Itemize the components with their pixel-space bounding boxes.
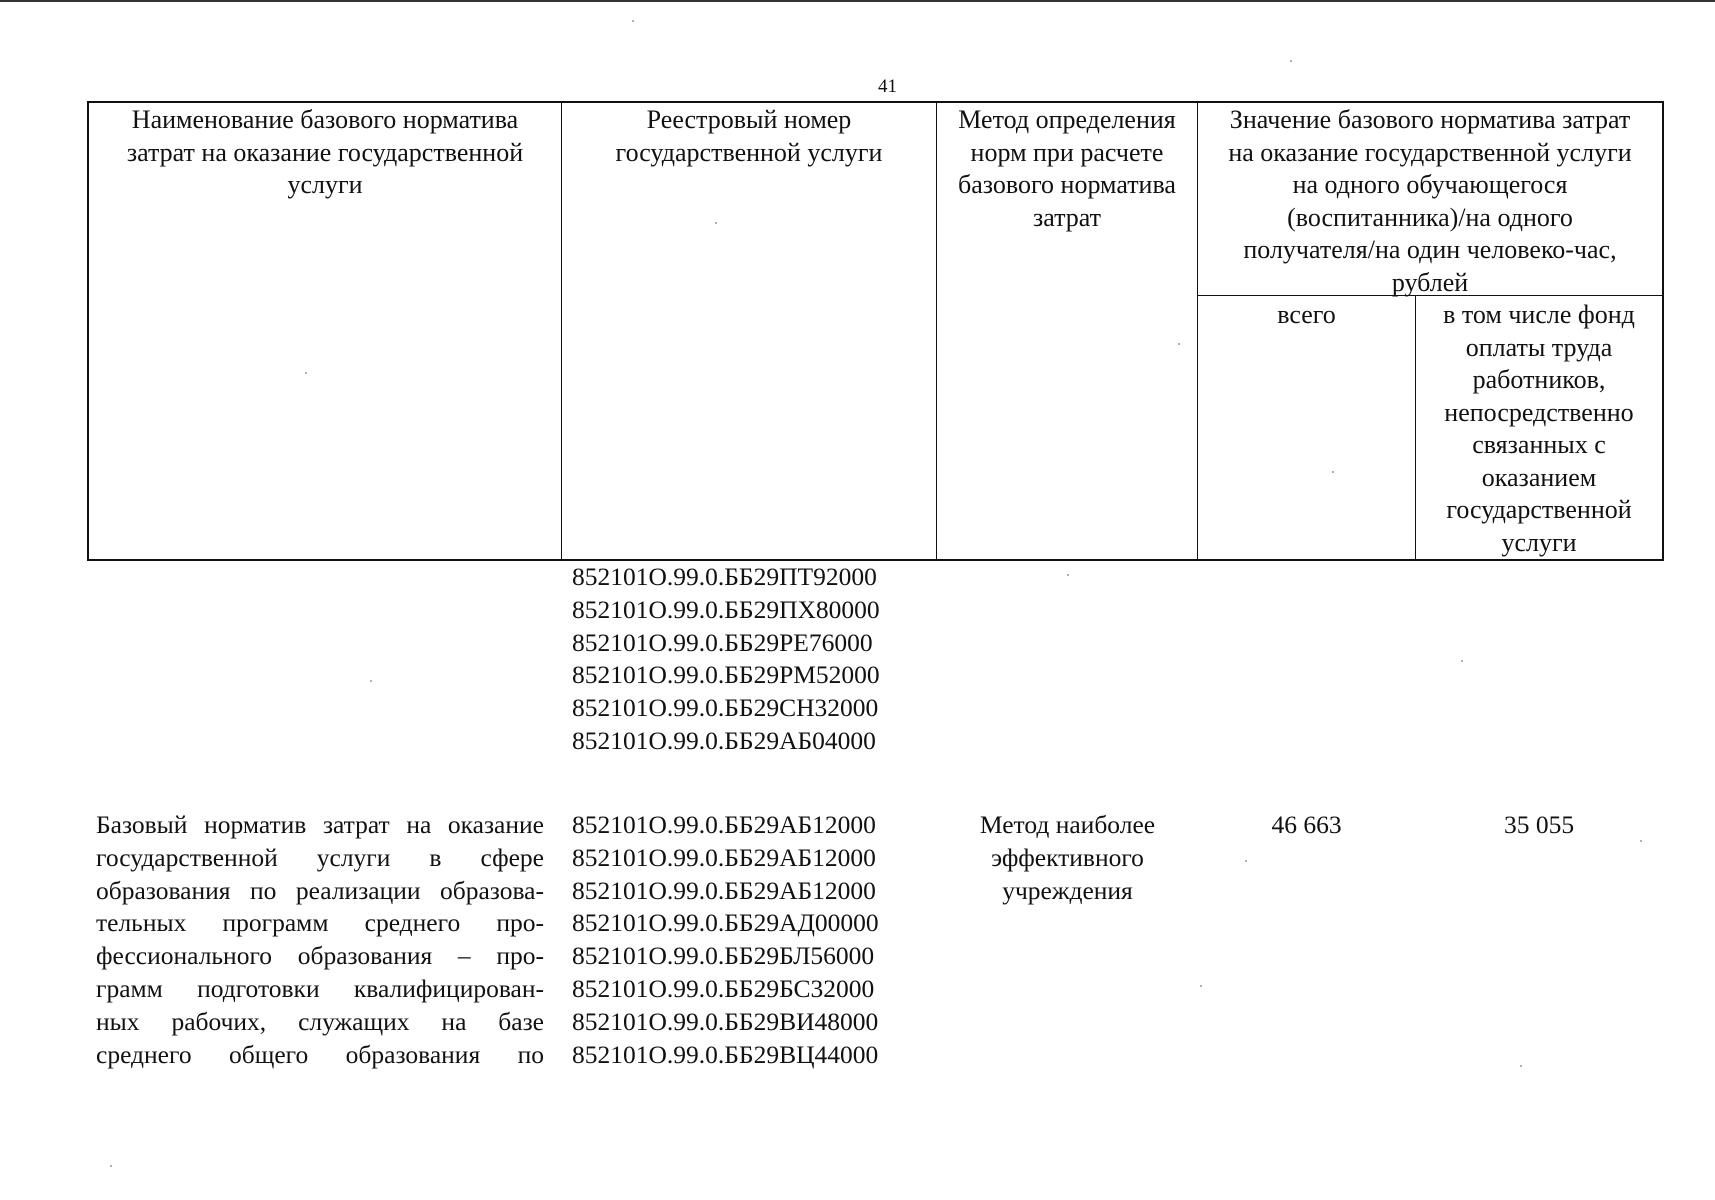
- header-wage-fund-text: в том числе фонд оплаты труда работников, непосредственно связанных с оказанием государственной услуги: [1443, 300, 1635, 557]
- method-line: учреждения: [1002, 875, 1133, 905]
- registry-code: 852101О.99.0.ББ29ПХ80000: [572, 594, 880, 624]
- scan-speck: [370, 680, 372, 682]
- scan-speck: [1461, 660, 1463, 662]
- description-line: тельных программ среднего про-: [96, 908, 544, 938]
- description-line: образования по реализации образова-: [96, 875, 544, 905]
- header-service-name: [89, 101, 561, 202]
- scan-speck: [1178, 343, 1180, 345]
- scan-speck: [1290, 60, 1292, 62]
- header-value: [1198, 101, 1662, 299]
- scan-speck: [1067, 574, 1069, 576]
- registry-code: 852101О.99.0.ББ29БЛ56000: [572, 941, 875, 971]
- header-total: [1198, 296, 1415, 332]
- registry-code: 852101О.99.0.ББ29АБ04000: [572, 725, 876, 755]
- header-registry-number: [562, 101, 936, 169]
- description-line: ных рабочих, служащих на базе: [96, 1006, 544, 1036]
- method-line: эффективного: [991, 842, 1144, 872]
- scan-speck: [1520, 1065, 1522, 1067]
- scan-speck: [1245, 860, 1247, 862]
- registry-code: 852101О.99.0.ББ29РЕ76000: [572, 627, 873, 657]
- row-description: [96, 809, 544, 1071]
- registry-code: 852101О.99.0.ББ29ВЦ44000: [572, 1039, 879, 1069]
- header-method: [937, 101, 1197, 234]
- row-method: [940, 809, 1195, 907]
- scan-speck: [305, 372, 307, 374]
- registry-code: 852101О.99.0.ББ29АБ12000: [572, 875, 876, 905]
- continued-codes-list: [572, 561, 880, 758]
- scan-speck: [632, 20, 634, 22]
- registry-code: 852101О.99.0.ББ29БС32000: [572, 973, 875, 1003]
- header-method-text: Метод определения норм при расчете базового норматива затрат: [958, 105, 1176, 232]
- header-value-text: Значение базового норматива затрат на оказание государственной услуги на одного обучающегося (воспитанника)/на одного получателя/на один человеко-час, рублей: [1228, 105, 1632, 297]
- scan-speck: [1332, 471, 1334, 473]
- scan-top-edge: [0, 0, 1715, 2]
- scan-speck: [715, 222, 717, 224]
- header-service-name-text: Наименование базового норматива затрат на оказание государственной услуги: [126, 105, 524, 199]
- description-line: государственной услуги в сфере: [96, 842, 544, 872]
- row-wage-fund-value: 35 055: [1503, 810, 1575, 839]
- scan-speck: [1640, 840, 1642, 842]
- registry-code: 852101О.99.0.ББ29ПТ92000: [572, 562, 877, 591]
- method-line: Метод наиболее: [979, 810, 1156, 839]
- registry-code: 852101О.99.0.ББ29РМ52000: [572, 660, 880, 690]
- description-line: фессионального образования – про-: [96, 941, 544, 971]
- registry-code: 852101О.99.0.ББ29ВИ48000: [572, 1006, 879, 1036]
- header-wage-fund: [1416, 296, 1662, 559]
- divider-col1: [561, 101, 562, 561]
- registry-code: 852101О.99.0.ББ29СН32000: [572, 693, 879, 723]
- header-total-text: всего: [1277, 300, 1336, 329]
- description-line: грамм подготовки квалифицирован-: [96, 973, 544, 1003]
- description-line: Базовый норматив затрат на оказание: [96, 810, 544, 839]
- header-registry-number-text: Реестровый номер государственной услуги: [615, 105, 883, 167]
- registry-code: 852101О.99.0.ББ29АБ12000: [572, 842, 876, 872]
- row-total-value: 46 663: [1271, 810, 1342, 839]
- row-codes-list: [572, 809, 879, 1071]
- description-line: среднего общего образования по: [96, 1039, 544, 1069]
- scan-speck: [1200, 985, 1202, 987]
- registry-code: 852101О.99.0.ББ29АД00000: [572, 908, 879, 938]
- scan-speck: [110, 1165, 112, 1167]
- registry-code: 852101О.99.0.ББ29АБ12000: [572, 810, 876, 839]
- page-number: 41: [878, 76, 897, 97]
